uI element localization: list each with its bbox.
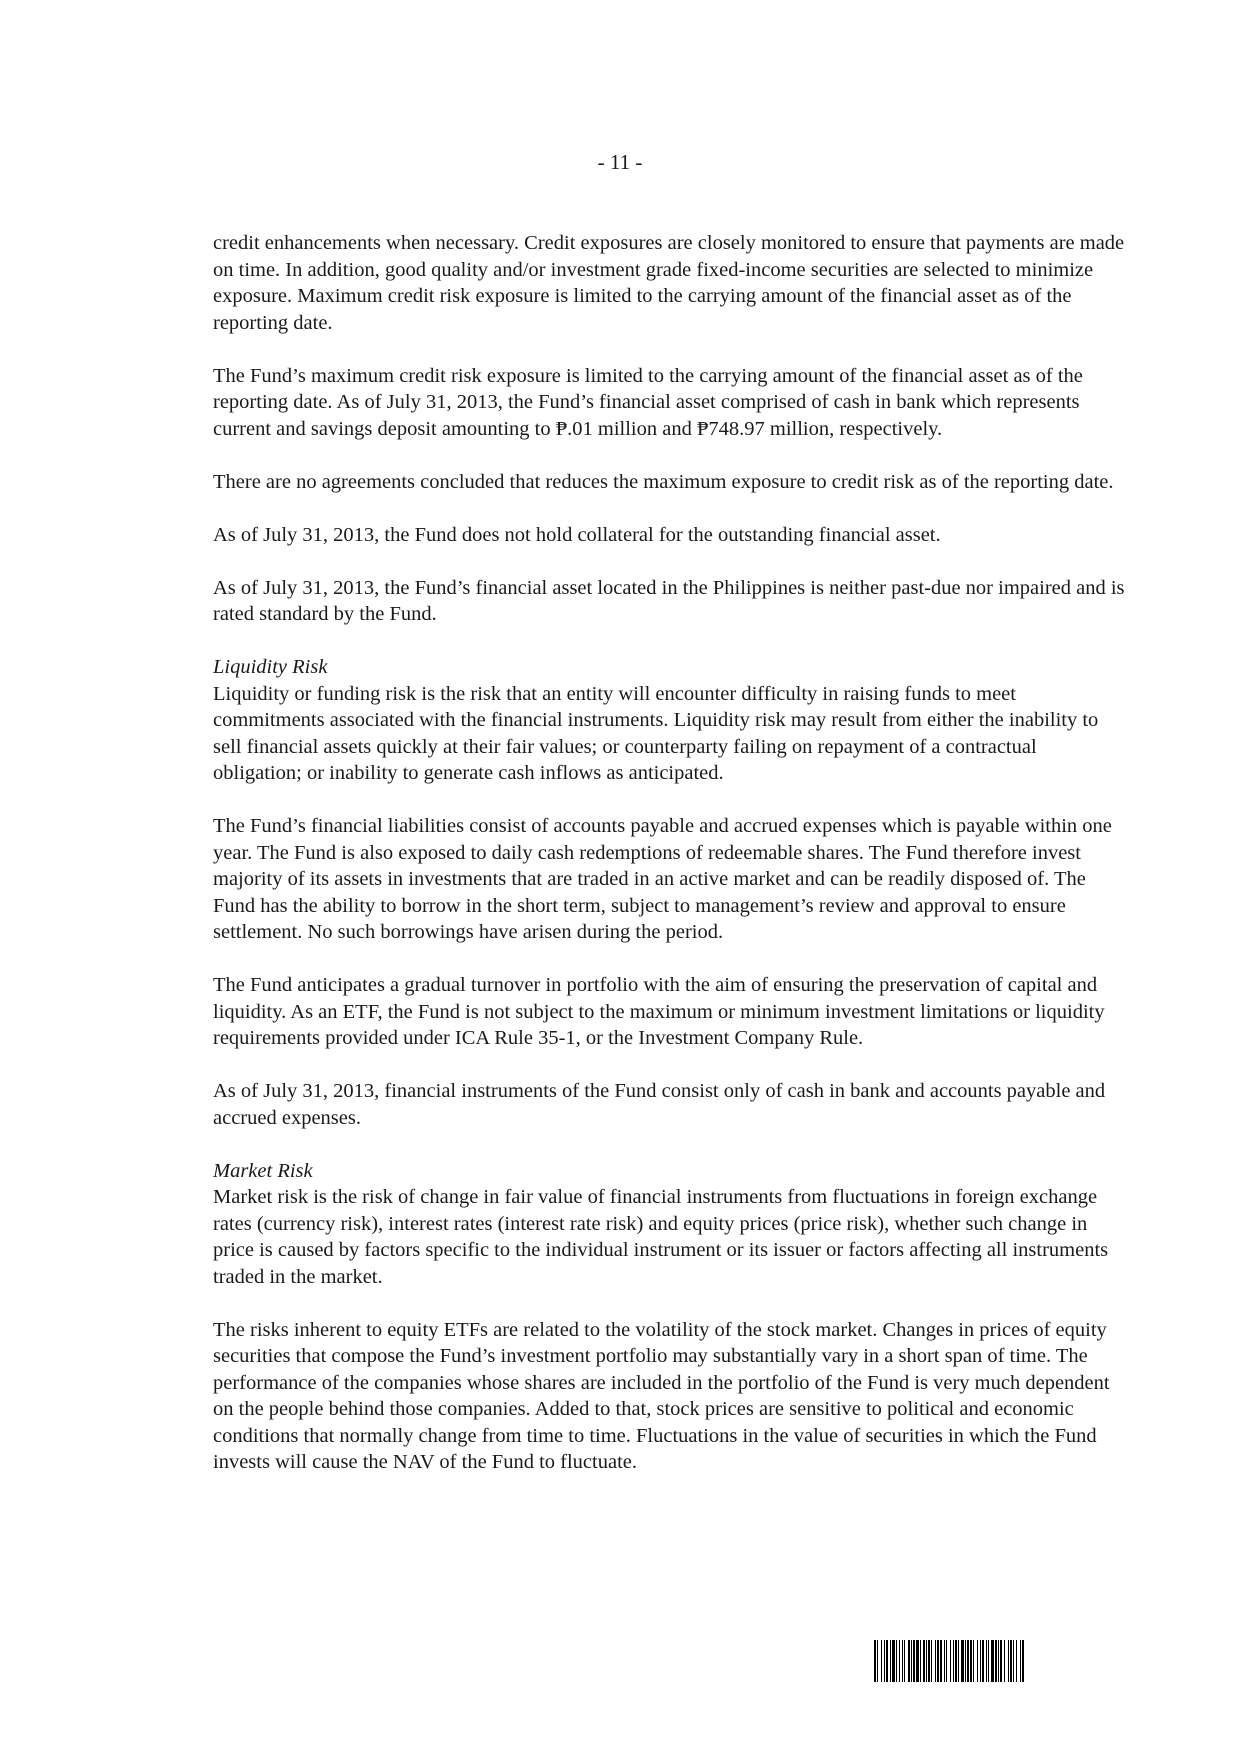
page-number: - 11 - <box>597 150 643 174</box>
paragraph-collateral: As of July 31, 2013, the Fund does not hold collateral for the outstanding financial asset. <box>213 523 941 546</box>
paragraph-equity-etf-risks: The risks inherent to equity ETFs are related to the volatility of the stock market. Changes in prices of equity securities that compose the Fund’s investment portfolio may substantially vary in a short span of time. The performance of the companies whose shares are included in the portfolio of the Fund is very much dependent on the people behind those companies. Added to that, stock prices are sensitive to political and economic conditions that normally change from time to time. Fluctuations in the value of securities in which the Fund invests will cause the NAV of the Fund to fluctuate. <box>213 1318 1110 1473</box>
barcode-icon <box>872 1640 1122 1682</box>
paragraph-no-agreements: There are no agreements concluded that reduces the maximum exposure to credit risk as of the reporting date. <box>213 470 1114 493</box>
paragraph-portfolio-turnover: The Fund anticipates a gradual turnover in portfolio with the aim of ensuring the preservation of capital and liquidity. As an ETF, the Fund is not subject to the maximum or minimum investment limitations or liquidity requirements provided under ICA Rule 35-1, or the Investment Company Rule. <box>213 974 1105 1049</box>
paragraph-financial-instruments: As of July 31, 2013, financial instruments of the Fund consist only of cash in bank and accounts payable and accrued expenses. <box>213 1080 1106 1129</box>
paragraph-financial-liabilities: The Fund’s financial liabilities consist of accounts payable and accrued expenses which is payable within one year. The Fund is also exposed to daily cash redemptions of redeemable shares. The Fund therefore invest majority of its assets in investments that are traded in an active market and can be readily disposed of. The Fund has the ability to borrow in the short term, subject to management’s review and approval to ensure settlement. No such borrowings have arisen during the period. <box>213 815 1112 943</box>
paragraph-asset-quality: As of July 31, 2013, the Fund’s financial asset located in the Philippines is neither past-due nor impaired and is rated standard by the Fund. <box>213 576 1125 625</box>
paragraph-maximum-credit-exposure: The Fund’s maximum credit risk exposure is limited to the carrying amount of the financial asset as of the reporting date. As of July 31, 2013, the Fund’s financial asset comprised of cash in bank which represents current and savings deposit amounting to ₱.01 million and ₱748.97 million, respectively. <box>213 364 1083 440</box>
liquidity-risk-heading: Liquidity Risk <box>213 656 328 678</box>
paragraph-liquidity-definition: Liquidity or funding risk is the risk that an entity will encounter difficulty in raising funds to meet commitments associated with the financial instruments. Liquidity risk may result from either the inability to sell financial assets quickly at their fair values; or counterparty failing on repayment of a contractual obligation; or inability to generate cash inflows as anticipated. <box>213 682 1099 784</box>
paragraph-market-risk-definition: Market risk is the risk of change in fair value of financial instruments from fluctuations in foreign exchange rates (currency risk), interest rates (interest rate risk) and equity prices (price risk), whether such change in price is caused by factors specific to the individual instrument or its issuer or factors affecting all instruments traded in the market. <box>213 1186 1109 1288</box>
document-body <box>213 230 1128 1502</box>
market-risk-heading: Market Risk <box>213 1159 313 1182</box>
paragraph-credit-enhancements: credit enhancements when necessary. Credit exposures are closely monitored to ensure that payments are made on time. In addition, good quality and/or investment grade fixed-income securities are selected to minimize exposure. Maximum credit risk exposure is limited to the carrying amount of the financial asset as of the reporting date. <box>213 232 1125 334</box>
